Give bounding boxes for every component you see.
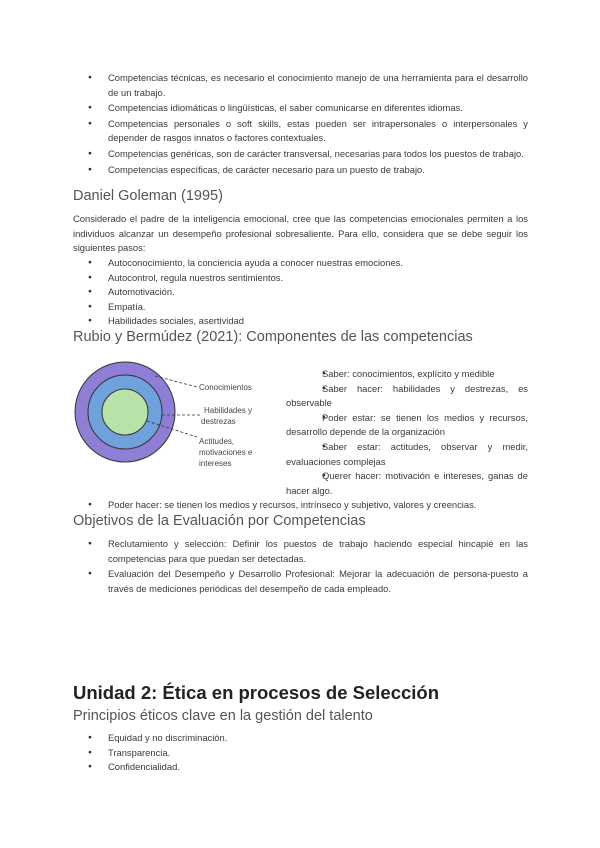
label-destrezas: destrezas bbox=[201, 417, 236, 426]
list-item: ● Competencias específicas, de carácter necesario para un puesto de trabajo. bbox=[108, 163, 528, 178]
list-item: ● Querer hacer: motivación e intereses, ganas de hacer algo. bbox=[286, 469, 528, 498]
unit-subtitle: Principios éticos clave en la gestión del talento bbox=[73, 708, 373, 724]
label-conocimientos: Conocimientos bbox=[199, 383, 252, 392]
label-actitudes: Actitudes, bbox=[199, 437, 235, 446]
list-item: ● Poder hacer: se tienen los medios y recursos, intrínseco y subjetivo, valores y creencias. bbox=[108, 498, 528, 513]
list-item: ● Saber hacer: habilidades y destrezas, es observable bbox=[286, 382, 528, 411]
list-item: ● Competencias técnicas, es necesario el conocimiento manejo de una herramienta para el desarrollo de un trabajo. bbox=[108, 71, 528, 100]
label-intereses: intereses bbox=[199, 459, 232, 468]
list-item: ● Competencias idiomáticas o lingüísticas, el saber comunicarse en diferentes idiomas. bbox=[108, 101, 528, 116]
list-item: ● Habilidades sociales, asertividad bbox=[108, 314, 528, 329]
list-item: ● Empatía. bbox=[108, 300, 528, 315]
list-item: ● Autoconocimiento, la conciencia ayuda a conocer nuestras emociones. bbox=[108, 256, 528, 271]
competency-types-list bbox=[108, 71, 528, 178]
list-item: ● Confidencialidad. bbox=[108, 760, 528, 775]
list-item: ● Equidad y no discriminación. bbox=[108, 731, 528, 746]
goleman-steps-list bbox=[108, 256, 528, 329]
list-item: ● Transparencia. bbox=[108, 746, 528, 761]
extra-component-list bbox=[108, 498, 528, 513]
unit-title: Unidad 2: Ética en procesos de Selección bbox=[73, 682, 440, 703]
list-item: ● Evaluación del Desempeño y Desarrollo Profesional: Mejorar la adecuación de persona-puesto a través de mediciones periódicas del desempeño de cada empleado. bbox=[108, 567, 528, 596]
list-item: ● Saber: conocimientos, explícito y medible bbox=[286, 367, 528, 382]
list-item: ● Poder estar: se tienen los medios y recursos, desarrollo depende de la organización bbox=[286, 411, 528, 440]
list-item: ● Saber estar: actitudes, observar y medir, evaluaciones complejas bbox=[286, 440, 528, 469]
list-item: ● Autocontrol, regula nuestros sentimientos. bbox=[108, 271, 528, 286]
inner-circle bbox=[102, 389, 148, 435]
list-item: ● Competencias genéricas, son de carácter transversal, necesarias para todos los puestos de trabajo. bbox=[108, 147, 528, 162]
rubio-heading: Rubio y Bermúdez (2021): Componentes de las competencias bbox=[73, 329, 473, 345]
principles-list bbox=[108, 731, 528, 775]
label-habilidades: Habilidades y bbox=[204, 406, 253, 415]
objetivos-heading: Objetivos de la Evaluación por Competencias bbox=[73, 513, 366, 529]
goleman-paragraph: Considerado el padre de la inteligencia emocional, cree que las competencias emocionales permiten a los individuos alcanzar un desempeño profesional sobresaliente. Para ello, considera que se debe seguir los siguientes pasos: bbox=[73, 213, 528, 254]
list-item: ● Automotivación. bbox=[108, 285, 528, 300]
competency-circles-diagram bbox=[73, 359, 288, 474]
list-item: ● Competencias personales o soft skills, estas pueden ser intrapersonales o interpersonales y depender de rasgos innatos o factores contextuales. bbox=[108, 117, 528, 146]
list-item: ● Reclutamiento y selección: Definir los puestos de trabajo haciendo especial hincapié en las competencias para que puedan ser detectadas. bbox=[108, 537, 528, 566]
objetivos-list bbox=[108, 537, 528, 597]
label-motivaciones: motivaciones e bbox=[199, 448, 253, 457]
components-list bbox=[286, 367, 528, 498]
goleman-heading: Daniel Goleman (1995) bbox=[73, 188, 223, 204]
